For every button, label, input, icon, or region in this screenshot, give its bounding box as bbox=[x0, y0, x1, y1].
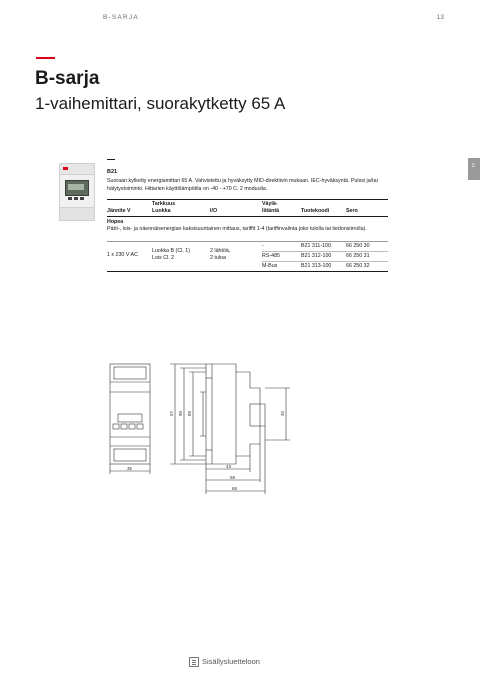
cell-accuracy-line2: Lois Cl. 2 bbox=[152, 255, 175, 261]
table-top-rule bbox=[107, 199, 388, 200]
dim-height-mid: 90 bbox=[178, 410, 183, 416]
product-code: B21 bbox=[107, 169, 118, 175]
energy-meter-image bbox=[59, 163, 95, 221]
cell-serial: 66 250 30 bbox=[346, 243, 370, 249]
row-divider bbox=[262, 261, 388, 262]
table-of-contents-link[interactable]: Sisällysluetteloon bbox=[202, 657, 260, 666]
col-header-voltage: Jännite V bbox=[107, 208, 131, 214]
col-header-product-code: Tuotekoodi bbox=[301, 208, 330, 214]
product-group-name: Hopea bbox=[107, 219, 124, 225]
meter-button bbox=[68, 197, 72, 200]
col-header-bus: liitäntä bbox=[262, 208, 280, 214]
cell-product-code: B21 312-100 bbox=[301, 253, 332, 259]
group-rule bbox=[107, 241, 388, 242]
cell-bus: M-Bus bbox=[262, 263, 278, 269]
cell-accuracy-line1: Luokka B (Cl. 1) bbox=[152, 248, 190, 254]
product-group-description: Pätö-, lois- ja näennäisenergian kaksisuuntainen mittaus, tariffit 1-4 (tariffinvalinta joko tulolla tai tiedonsiirrolla). bbox=[107, 226, 367, 232]
col-header-accuracy: Luokka bbox=[152, 208, 171, 214]
page-number: 13 bbox=[436, 14, 444, 21]
meter-bottom-terminal bbox=[60, 207, 94, 220]
cell-io-line1: 2 lähtöä, bbox=[210, 248, 231, 254]
col-header-serial: Sero bbox=[346, 208, 358, 214]
cell-product-code: B21 313-100 bbox=[301, 263, 332, 269]
running-header-section: B-SARJA bbox=[103, 14, 139, 21]
title-accent-bar bbox=[36, 57, 55, 59]
brand-logo-icon bbox=[63, 167, 68, 170]
table-header-rule bbox=[107, 216, 388, 217]
page-subtitle: 1-vaihemittari, suorakytketty 65 A bbox=[35, 94, 286, 113]
dimension-drawing bbox=[100, 352, 300, 497]
product-divider bbox=[107, 159, 115, 160]
dim-height-right: 45 bbox=[280, 410, 285, 416]
col-header-io: I/O bbox=[210, 208, 218, 214]
chapter-tab-label: 01 bbox=[471, 163, 476, 168]
col-header-accuracy-top: Tarkkuus bbox=[152, 201, 176, 207]
meter-display bbox=[65, 180, 89, 196]
col-header-bus-top: Väylä- bbox=[262, 201, 278, 207]
dim-depth-2: 58 bbox=[230, 475, 236, 480]
cell-voltage: 1 x 230 V AC bbox=[107, 252, 138, 258]
row-divider bbox=[262, 251, 388, 252]
meter-button bbox=[74, 197, 78, 200]
table-bottom-rule bbox=[107, 271, 388, 272]
product-description: Suoraan kytketty energiamittari 65 A. Vahvistettu ja hyväksytty MID-direktiivin mukaan. IEC-hyväksyntä. Pulssi ja/tai hälytystoiminto. Hittarien käyttölämpötila on -40 - +70 C. 2 moduulia. bbox=[107, 178, 378, 192]
cell-product-code: B21 311-100 bbox=[301, 243, 331, 249]
front-view bbox=[110, 364, 150, 464]
meter-button bbox=[80, 197, 84, 200]
cell-serial: 66 250 31 bbox=[346, 253, 370, 259]
dim-width-front: 35 bbox=[127, 466, 133, 471]
cell-bus: - bbox=[262, 243, 264, 249]
dim-height-inner: 89 bbox=[187, 410, 192, 416]
meter-top-terminal bbox=[60, 164, 94, 175]
cell-bus: RS-485 bbox=[262, 253, 280, 259]
cell-io-line2: 2 tuloa bbox=[210, 255, 226, 261]
chapter-tab[interactable] bbox=[468, 158, 480, 180]
dim-depth-3: 65 bbox=[232, 486, 238, 491]
cell-serial: 66 250 32 bbox=[346, 263, 370, 269]
table-of-contents-icon[interactable] bbox=[189, 657, 199, 667]
dim-depth-1: 43 bbox=[226, 464, 232, 469]
page-title: B-sarja bbox=[35, 68, 100, 89]
side-view bbox=[200, 364, 265, 464]
dim-height-outer: 97 bbox=[169, 410, 174, 416]
